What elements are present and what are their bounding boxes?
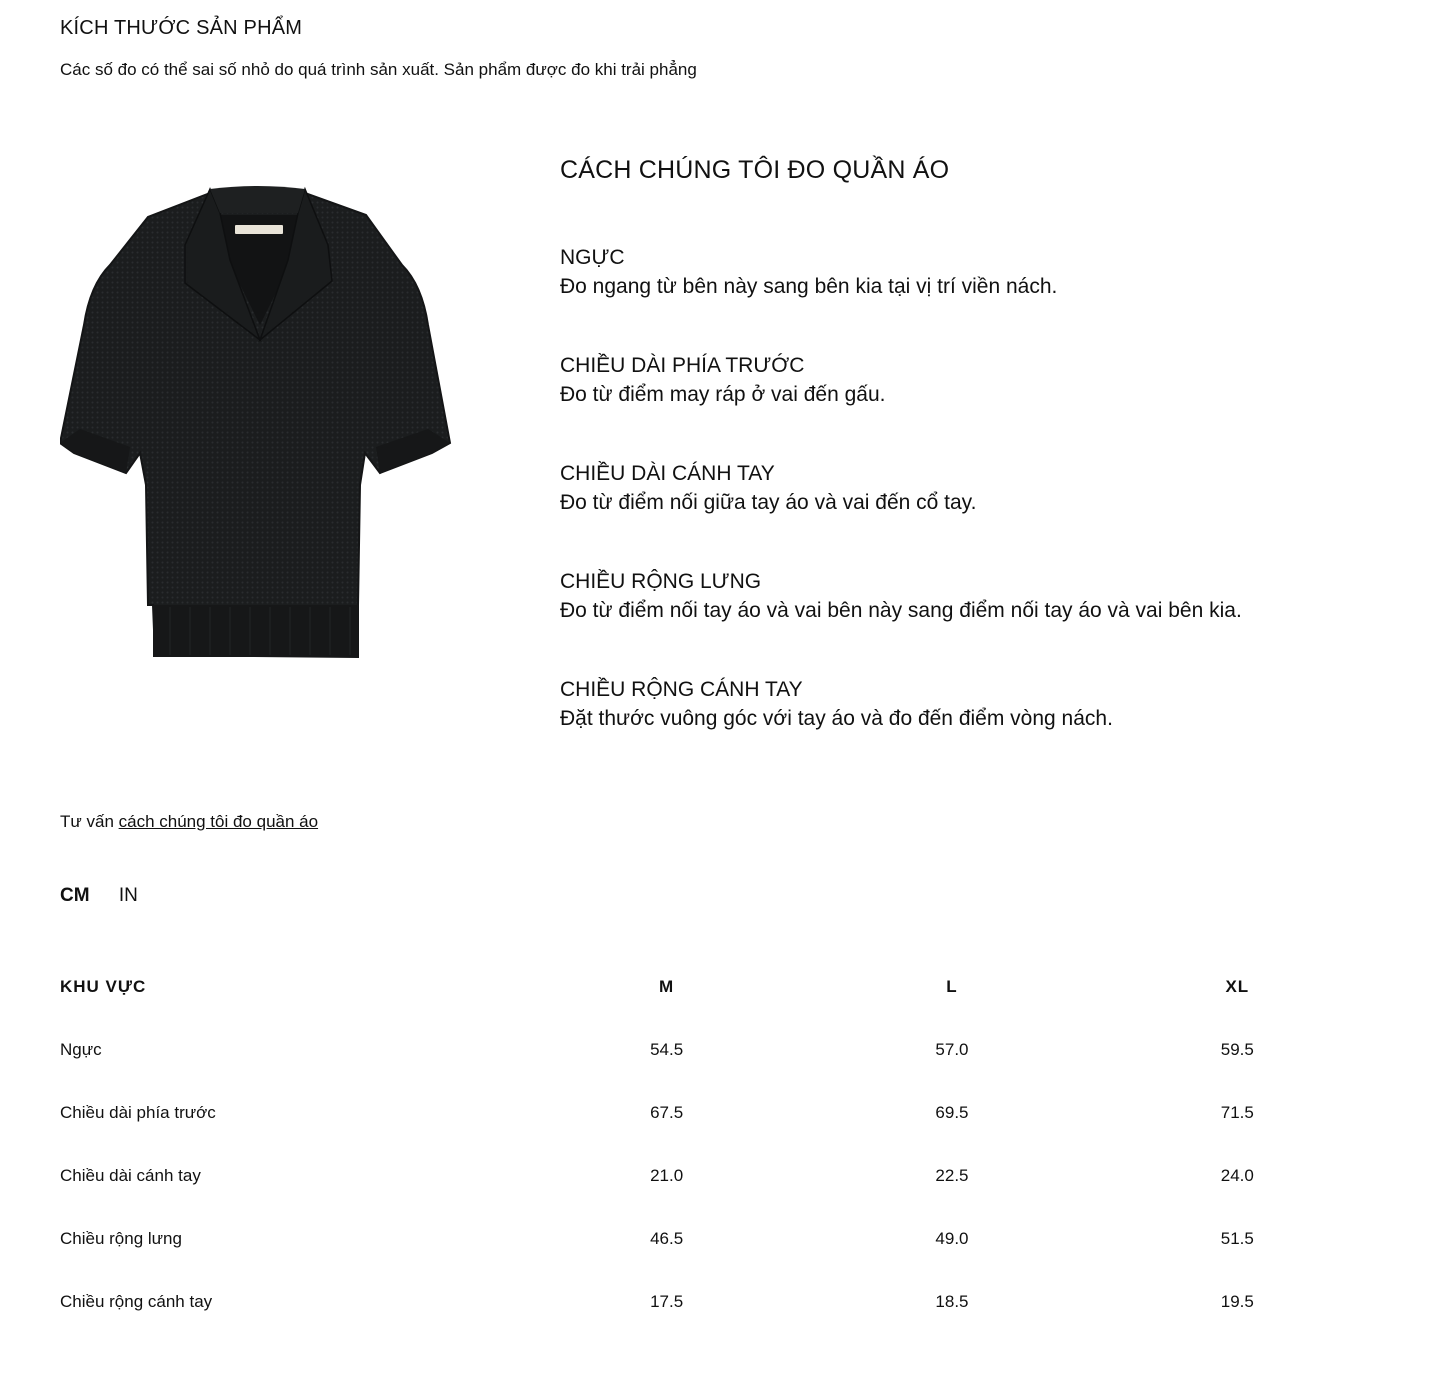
measurement-guide	[560, 156, 1360, 783]
table-row	[60, 1207, 1380, 1270]
hem-band	[153, 605, 358, 657]
measure-front-length	[560, 351, 1360, 409]
header-size-m: M	[659, 976, 675, 996]
measure-advice	[60, 812, 318, 832]
page-subtitle: Các số đo có thể sai số nhỏ do quá trình sản xuất. Sản phẩm được đo khi trải phẳng	[60, 60, 697, 79]
table-row	[60, 1270, 1380, 1333]
cell-m: 17.5	[650, 1291, 684, 1311]
header-size-l: L	[946, 976, 958, 996]
page-title: KÍCH THƯỚC SẢN PHẨM	[60, 17, 303, 39]
cell-xl: 59.5	[1220, 1039, 1254, 1059]
brand-label	[235, 225, 283, 234]
measure-desc: Đặt thước vuông góc với tay áo và đo đến điểm vòng nách.	[560, 707, 1113, 730]
row-area: Ngực	[60, 1039, 102, 1059]
cell-xl: 19.5	[1220, 1291, 1254, 1311]
measure-chest	[560, 243, 1360, 301]
measurement-guide-title: CÁCH CHÚNG TÔI ĐO QUẦN ÁO	[560, 156, 950, 184]
cell-m: 46.5	[650, 1228, 684, 1248]
measure-name: CHIỀU DÀI PHÍA TRƯỚC	[560, 354, 805, 377]
cell-m: 67.5	[650, 1102, 684, 1122]
measure-sleeve-width	[560, 675, 1360, 733]
unit-cm-button[interactable]: CM	[60, 885, 90, 906]
measure-desc: Đo từ điểm may ráp ở vai đến gấu.	[560, 383, 886, 406]
measure-sleeve-length	[560, 459, 1360, 517]
cell-l: 69.5	[935, 1102, 969, 1122]
measure-desc: Đo ngang từ bên này sang bên kia tại vị trí viền nách.	[560, 275, 1058, 298]
table-header-row	[60, 955, 1380, 1018]
cell-l: 22.5	[935, 1165, 969, 1185]
cell-l: 18.5	[935, 1291, 969, 1311]
header-size-xl: XL	[1225, 976, 1250, 996]
measure-back-width	[560, 567, 1360, 625]
cell-l: 57.0	[935, 1039, 969, 1059]
measure-name: CHIỀU RỘNG LƯNG	[560, 570, 762, 593]
row-area: Chiều dài phía trước	[60, 1102, 216, 1122]
table-row	[60, 1144, 1380, 1207]
cell-m: 54.5	[650, 1039, 684, 1059]
row-area: Chiều rộng lưng	[60, 1228, 182, 1248]
cell-xl: 24.0	[1220, 1165, 1254, 1185]
measure-name: CHIỀU RỘNG CÁNH TAY	[560, 678, 803, 701]
measure-name: CHIỀU DÀI CÁNH TAY	[560, 462, 775, 485]
measure-desc: Đo từ điểm nối giữa tay áo và vai đến cổ tay.	[560, 491, 977, 514]
unit-in-button[interactable]: IN	[118, 885, 138, 906]
row-area: Chiều rộng cánh tay	[60, 1291, 213, 1311]
table-row	[60, 1081, 1380, 1144]
collar-back	[210, 186, 305, 213]
header-area: KHU VỰC	[60, 976, 147, 996]
polo-shirt-image	[60, 185, 455, 660]
size-table	[60, 955, 1380, 1333]
advice-prefix: Tư vấn	[60, 812, 119, 831]
measure-name: NGỰC	[560, 246, 625, 269]
measure-desc: Đo từ điểm nối tay áo và vai bên này sang điểm nối tay áo và vai bên kia.	[560, 599, 1242, 622]
cell-xl: 71.5	[1220, 1102, 1254, 1122]
cell-xl: 51.5	[1220, 1228, 1254, 1248]
cell-l: 49.0	[935, 1228, 969, 1248]
cell-m: 21.0	[650, 1165, 684, 1185]
row-area: Chiều dài cánh tay	[60, 1165, 201, 1185]
unit-toggle	[60, 885, 162, 907]
table-row	[60, 1018, 1380, 1081]
how-we-measure-link[interactable]: cách chúng tôi đo quần áo	[118, 812, 319, 831]
